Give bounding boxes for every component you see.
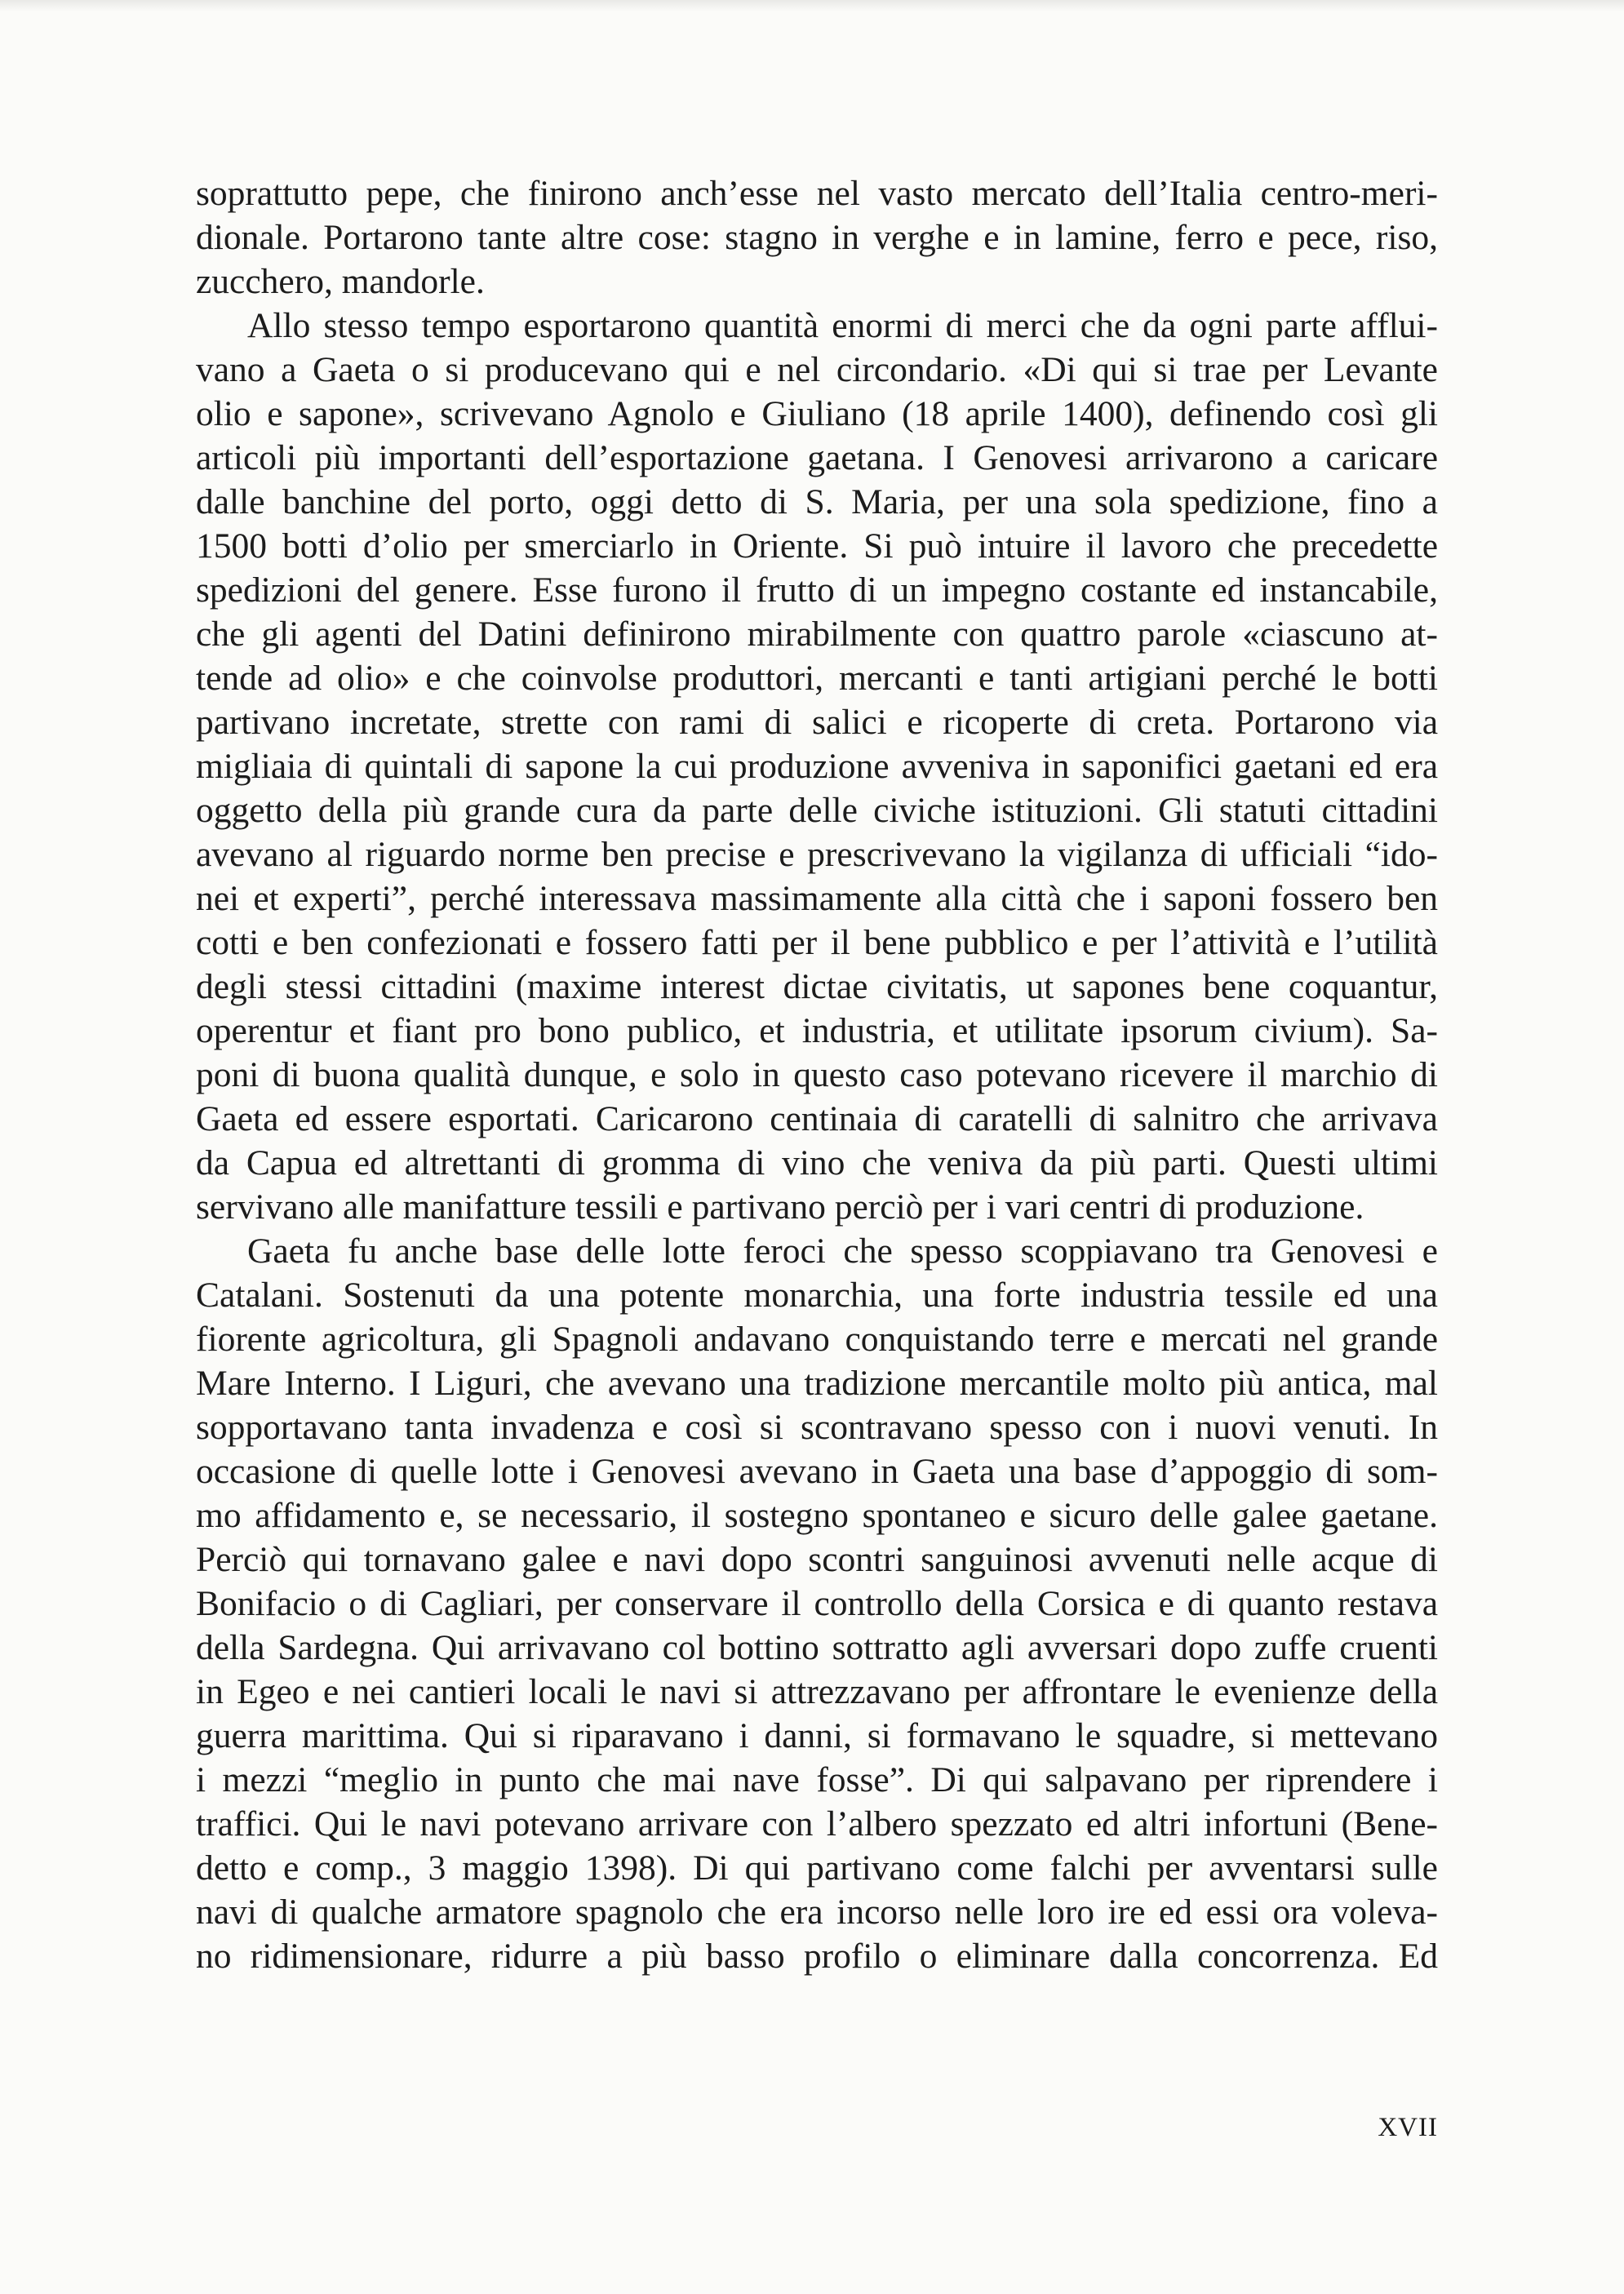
text-line: spedizioni del genere. Esse furono il frutto di un impegno costante ed instancabile, (196, 570, 1438, 610)
text-line: Perciò qui tornavano galee e navi dopo scontri sanguinosi avvenuti nelle acque di (196, 1540, 1438, 1579)
page-number: XVII (1378, 2113, 1438, 2142)
text-line: Catalani. Sostenuti da una potente monarchia, una forte industria tessile ed una (196, 1276, 1438, 1315)
text-line: oggetto della più grande cura da parte delle civiche istituzioni. Gli statuti cittadini (196, 791, 1438, 830)
text-line: da Capua ed altrettanti di gromma di vino che veniva da più parti. Questi ultimi (196, 1143, 1438, 1182)
text-line: dalle banchine del porto, oggi detto di S. Maria, per una sola spedizione, fino a (196, 482, 1438, 521)
text-line: traffici. Qui le navi potevano arrivare con l’albero spezzato ed altri infortuni (Bene- (196, 1804, 1438, 1844)
text-line: mo affidamento e, se necessario, il sostegno spontaneo e sicuro delle galee gaetane. (196, 1496, 1438, 1535)
paragraph (196, 304, 1438, 1229)
text-line: soprattutto pepe, che finirono anch’esse nel vasto mercato dell’Italia centro-meri- (196, 174, 1438, 213)
text-line: Mare Interno. I Liguri, che avevano una tradizione mercantile molto più antica, mal (196, 1364, 1438, 1403)
text-line: vano a Gaeta o si producevano qui e nel circondario. «Di qui si trae per Levante (196, 350, 1438, 389)
text-line: avevano al riguardo norme ben precise e prescrivevano la vigilanza di ufficiali “ido- (196, 835, 1438, 874)
text-line: occasione di quelle lotte i Genovesi avevano in Gaeta una base d’appoggio di som- (196, 1452, 1438, 1491)
text-line: Gaeta ed essere esportati. Caricarono centinaia di caratelli di salnitro che arrivava (196, 1099, 1438, 1138)
text-line: partivano incretate, strette con rami di salici e ricoperte di creta. Portarono via (196, 703, 1438, 742)
text-line: degli stessi cittadini (maxime interest dictae civitatis, ut sapones bene coquantur, (196, 967, 1438, 1006)
page-top-edge (0, 0, 1624, 11)
text-line: no ridimensionare, ridurre a più basso profilo o eliminare dalla concorrenza. Ed (196, 1937, 1438, 1976)
text-line: operentur et fiant pro bono publico, et industria, et utilitate ipsorum civium). Sa- (196, 1011, 1438, 1050)
paragraph (196, 171, 1438, 304)
text-line: olio e sapone», scrivevano Agnolo e Giuliano (18 aprile 1400), definendo così gli (196, 394, 1438, 433)
text-line: migliaia di quintali di sapone la cui produzione avveniva in saponifici gaetani ed era (196, 747, 1438, 786)
text-line: della Sardegna. Qui arrivavano col bottino sottratto agli avversari dopo zuffe cruenti (196, 1628, 1438, 1667)
text-line: guerra marittima. Qui si riparavano i danni, si formavano le squadre, si mettevano (196, 1716, 1438, 1755)
text-line: in Egeo e nei cantieri locali le navi si attrezzavano per affrontare le evenienze della (196, 1672, 1438, 1711)
text-line: dionale. Portarono tante altre cose: stagno in verghe e in lamine, ferro e pece, riso, (196, 218, 1438, 257)
text-line: tende ad olio» e che coinvolse produttori, mercanti e tanti artigiani perché le botti (196, 659, 1438, 698)
text-line: sopportavano tanta invadenza e così si scontravano spesso con i nuovi venuti. In (196, 1408, 1438, 1447)
text-line: 1500 botti d’olio per smerciarlo in Oriente. Si può intuire il lavoro che precedette (196, 526, 1438, 566)
text-line: Bonifacio o di Cagliari, per conservare il controllo della Corsica e di quanto restava (196, 1584, 1438, 1623)
text-line: che gli agenti del Datini definirono mirabilmente con quattro parole «ciascuno at- (196, 615, 1438, 654)
text-line: cotti e ben confezionati e fossero fatti per il bene pubblico e per l’attività e l’utilità (196, 923, 1438, 962)
text-line: detto e comp., 3 maggio 1398). Di qui partivano come falchi per avventarsi sulle (196, 1848, 1438, 1888)
text-line: fiorente agricoltura, gli Spagnoli andavano conquistando terre e mercati nel grande (196, 1320, 1438, 1359)
text-line: poni di buona qualità dunque, e solo in questo caso potevano ricevere il marchio di (196, 1055, 1438, 1094)
text-line: servivano alle manifatture tessili e partivano perciò per i vari centri di produzione. (196, 1187, 1364, 1227)
text-line: i mezzi “meglio in punto che mai nave fosse”. Di qui salpavano per riprendere i (196, 1760, 1438, 1799)
paragraph (196, 1229, 1438, 1978)
text-line: navi di qualche armatore spagnolo che era incorso nelle loro ire ed essi ora voleva- (196, 1892, 1438, 1932)
text-line: articoli più importanti dell’esportazione gaetana. I Genovesi arrivarono a caricare (196, 438, 1438, 477)
text-line: zucchero, mandorle. (196, 262, 485, 301)
text-line: nei et experti”, perché interessava massimamente alla città che i saponi fossero ben (196, 879, 1438, 918)
text-line: Gaeta fu anche base delle lotte feroci che spesso scoppiavano tra Genovesi e (247, 1231, 1438, 1271)
body-text (196, 171, 1438, 1978)
text-line: Allo stesso tempo esportarono quantità enormi di merci che da ogni parte afflui- (247, 306, 1438, 345)
